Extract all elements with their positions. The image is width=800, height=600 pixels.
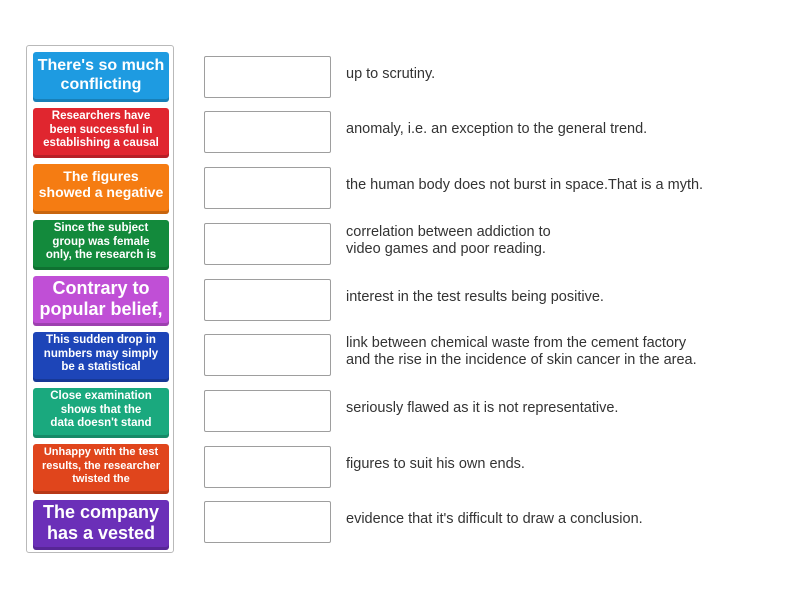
tile-8-text: Unhappy with the test results, the researcher twisted the [41,446,160,485]
answer-6 [346,331,786,373]
tile-6[interactable] [33,332,169,382]
tile-8[interactable] [33,444,169,494]
drop-box-7[interactable] [204,390,331,432]
drop-box-2[interactable] [204,111,331,153]
answer-9-line-1: evidence that it's difficult to draw a conclusion. [346,510,643,527]
tile-9[interactable] [33,500,169,550]
answer-5-line-1: interest in the test results being positive. [346,288,604,305]
tile-7[interactable] [33,388,169,438]
drop-box-6[interactable] [204,334,331,376]
tile-3-text: The figures showed a negative [38,168,164,200]
answer-1 [346,53,786,95]
tile-6-text: This sudden drop in numbers may simply be a statistical [43,334,159,373]
tile-4-text: Since the subject group was female only, the research is [45,222,157,261]
answer-2-line-1: anomaly, i.e. an exception to the general trend. [346,120,648,137]
tile-1-text: There's so much conflicting [37,57,165,93]
answer-4-line-2: video games and poor reading. [346,241,546,257]
drop-box-4[interactable] [204,223,331,265]
drop-box-8[interactable] [204,446,331,488]
drop-box-9[interactable] [204,501,331,543]
tile-4[interactable] [33,220,169,270]
tile-1[interactable] [33,52,169,102]
tile-2[interactable] [33,108,169,158]
tile-7-text: Close examination shows that the data doesn't stand [50,390,152,429]
tile-5-text: Contrary to popular belief, [39,278,163,319]
tile-9-text: The company has a vested [42,502,160,543]
answer-4 [346,220,786,262]
answer-9 [346,498,786,540]
answer-4-line-1: correlation between addiction to [346,224,551,240]
answer-6-line-1: link between chemical waste from the cement factory [346,335,687,351]
tile-5[interactable] [33,276,169,326]
answer-6-line-2: and the rise in the incidence of skin cancer in the area. [346,352,697,368]
answer-3-line-1: the human body does not burst in space.That is a myth. [346,176,704,193]
drop-box-5[interactable] [204,279,331,321]
answer-8-line-1: figures to suit his own ends. [346,455,525,472]
answer-1-line-1: up to scrutiny. [346,65,436,82]
tile-3[interactable] [33,164,169,214]
drop-box-3[interactable] [204,167,331,209]
answer-5 [346,276,786,318]
answer-7-line-1: seriously flawed as it is not representative. [346,399,619,416]
answer-8 [346,443,786,485]
tile-2-text: Researchers have been successful in establishing a causal [43,110,159,149]
answer-2 [346,108,786,150]
tile-panel [26,45,174,553]
answer-3 [346,164,786,206]
answer-7 [346,387,786,429]
drop-box-1[interactable] [204,56,331,98]
